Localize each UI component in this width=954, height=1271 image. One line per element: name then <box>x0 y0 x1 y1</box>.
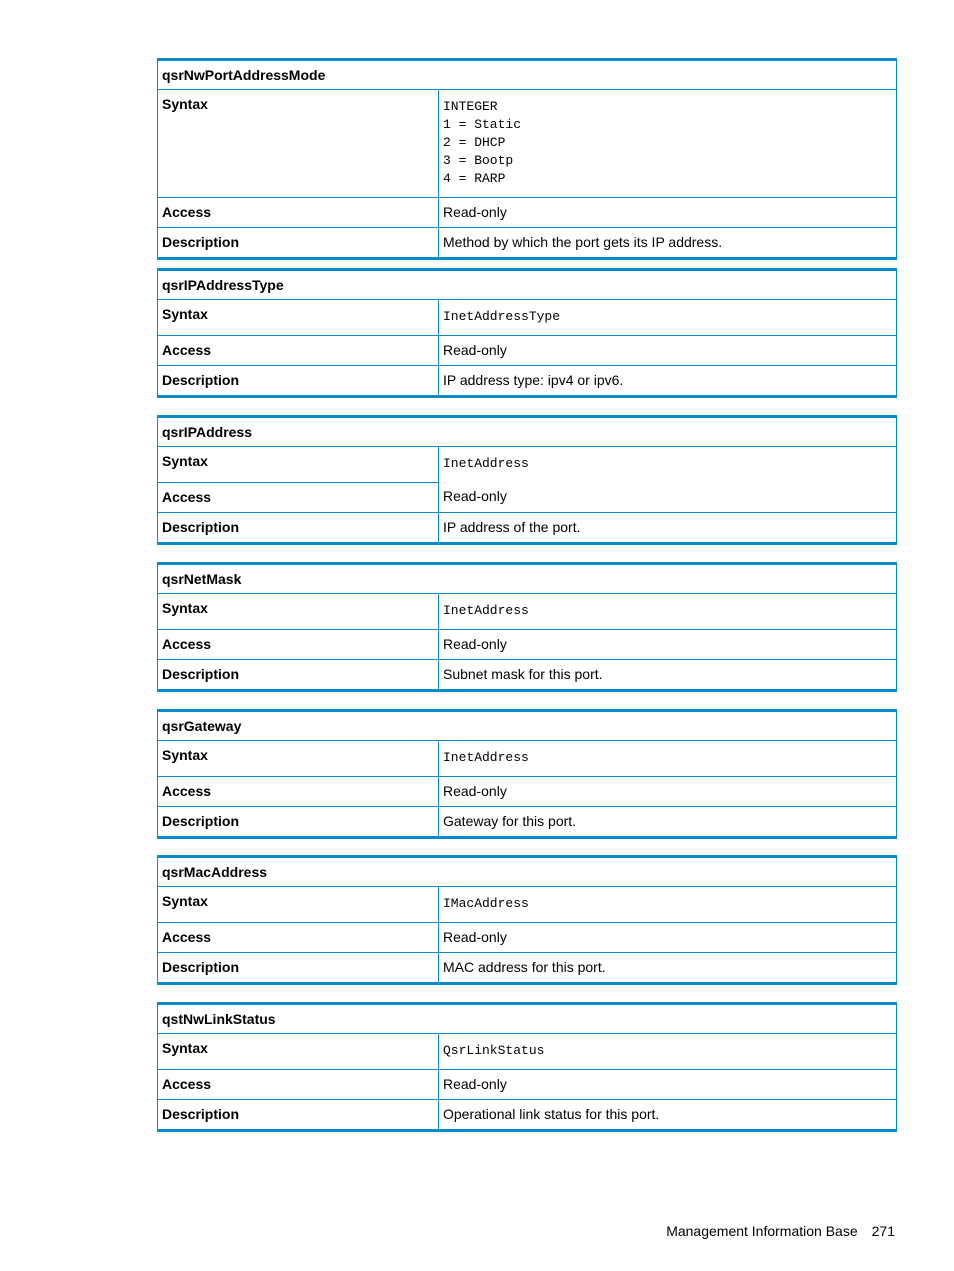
object-name: qsrNetMask <box>158 564 897 594</box>
syntax-value <box>439 1034 897 1070</box>
description-label: Description <box>158 228 439 259</box>
syntax-value <box>439 594 897 630</box>
access-label: Access <box>158 336 439 366</box>
syntax-label: Syntax <box>158 300 439 336</box>
mib-object-table <box>157 709 897 839</box>
description-value: IP address type: ipv4 or ipv6. <box>439 366 897 397</box>
description-label: Description <box>158 512 439 543</box>
syntax-text: InetAddressType <box>443 309 561 324</box>
description-label: Description <box>158 1100 439 1131</box>
access-label: Access <box>158 482 439 512</box>
syntax-label: Syntax <box>158 594 439 630</box>
description-value: Method by which the port gets its IP address. <box>439 228 897 259</box>
object-name: qstNwLinkStatus <box>158 1004 897 1034</box>
object-name: qsrNwPortAddressMode <box>158 60 897 90</box>
access-label: Access <box>158 1070 439 1100</box>
syntax-text: InetAddress <box>443 456 529 471</box>
object-name: qsrGateway <box>158 711 897 741</box>
description-value: Subnet mask for this port. <box>439 660 897 691</box>
syntax-text: INTEGER 1 = Static 2 = DHCP 3 = Bootp 4 = RARP <box>443 99 522 186</box>
mib-object-table <box>157 268 897 398</box>
syntax-label: Syntax <box>158 741 439 777</box>
access-label: Access <box>158 198 439 228</box>
description-value: IP address of the port. <box>439 512 897 543</box>
syntax-value <box>439 300 897 336</box>
access-value: Read-only <box>439 198 897 228</box>
description-label: Description <box>158 366 439 397</box>
syntax-label: Syntax <box>158 447 439 483</box>
description-label: Description <box>158 660 439 691</box>
access-value: Read-only <box>439 1070 897 1100</box>
access-value: Read-only <box>439 923 897 953</box>
mib-object-table <box>157 855 897 985</box>
object-name: qsrIPAddressType <box>158 270 897 300</box>
description-value: MAC address for this port. <box>439 953 897 984</box>
access-label: Access <box>158 777 439 807</box>
description-label: Description <box>158 807 439 838</box>
access-label: Access <box>158 630 439 660</box>
description-value: Gateway for this port. <box>439 807 897 838</box>
syntax-value <box>439 447 897 483</box>
syntax-text: IMacAddress <box>443 896 529 911</box>
mib-object-table <box>157 1002 897 1132</box>
access-value: Read-only <box>439 777 897 807</box>
mib-object-table <box>157 58 897 260</box>
access-label: Access <box>158 923 439 953</box>
object-name: qsrIPAddress <box>158 417 897 447</box>
access-value: Read-only <box>439 630 897 660</box>
page-number: 271 <box>871 1223 895 1239</box>
syntax-text: QsrLinkStatus <box>443 1043 545 1058</box>
object-name: qsrMacAddress <box>158 857 897 887</box>
syntax-label: Syntax <box>158 887 439 923</box>
syntax-text: InetAddress <box>443 750 529 765</box>
access-value: Read-only <box>439 482 897 512</box>
syntax-text: InetAddress <box>443 603 529 618</box>
footer-section-title: Management Information Base <box>666 1223 858 1239</box>
syntax-label: Syntax <box>158 90 439 198</box>
mib-object-table <box>157 562 897 692</box>
description-value: Operational link status for this port. <box>439 1100 897 1131</box>
syntax-value <box>439 887 897 923</box>
description-label: Description <box>158 953 439 984</box>
syntax-label: Syntax <box>158 1034 439 1070</box>
page-footer <box>666 1223 895 1239</box>
syntax-value <box>439 741 897 777</box>
access-value: Read-only <box>439 336 897 366</box>
syntax-value <box>439 90 897 198</box>
mib-object-table <box>157 415 897 545</box>
